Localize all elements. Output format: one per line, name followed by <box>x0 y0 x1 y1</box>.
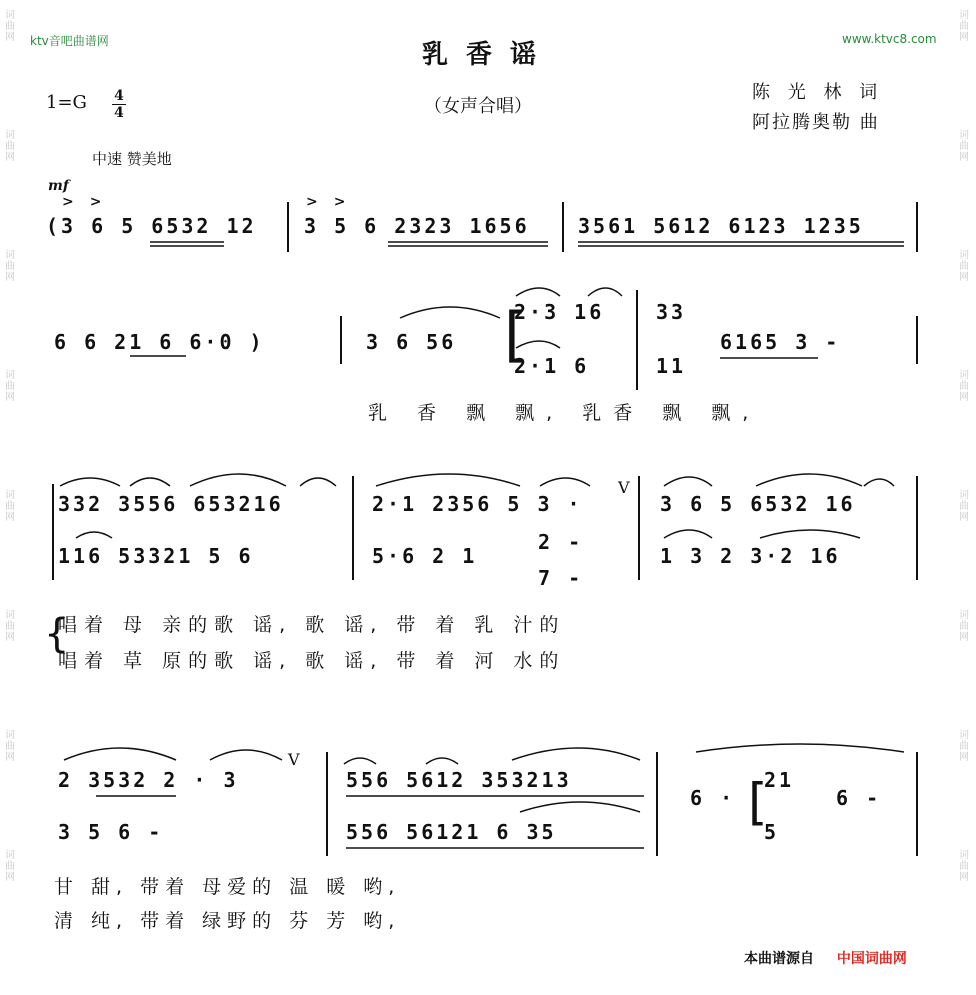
right-watermark-1: 词 曲 网 <box>959 10 969 43</box>
right-watermark-7: 词 曲 网 <box>959 730 969 763</box>
line3-upper-1: 332 3556 653216 <box>58 492 284 516</box>
line2-split-lower: 11 <box>656 354 687 378</box>
slur <box>664 530 712 538</box>
accent-marks-2: >> <box>306 194 362 210</box>
slur <box>400 307 500 318</box>
right-watermark-3: 词 曲 网 <box>959 250 969 283</box>
line4-split-upper: 21 <box>764 768 795 792</box>
lyric-brace: { <box>44 611 70 657</box>
composer: 阿拉腾奥勒 曲 <box>752 112 880 133</box>
line2-lyrics: 乳 香 飘 飘, 乳香 飘 飘, <box>368 402 761 424</box>
line4-lyrics-verse-1: 甘 甜, 带着 母爱的 温 暖 哟, <box>54 876 401 898</box>
slur <box>64 748 176 760</box>
line2-volta-upper: 2·3 16 <box>514 300 605 324</box>
line3-lower-split-upper: 2 - <box>538 530 584 554</box>
line4-lyrics-verse-2: 清 纯, 带着 绿野的 芬 芳 哟, <box>54 910 401 932</box>
line3-lyrics-verse-1: 唱着 母 亲的歌 谣, 歌 谣, 带 着 乳 汁的 <box>58 614 566 636</box>
line3-upper-3: 3 6 5 6532 16 <box>660 492 856 516</box>
line3-lower-1: 116 53321 5 6 <box>58 544 254 568</box>
line2-measure-1: 6 6 21 6 6·0 ) <box>54 330 265 354</box>
slur <box>190 474 286 486</box>
slur <box>540 478 590 486</box>
voicing: （女声合唱） <box>424 96 532 117</box>
line3-lower-2: 5·6 2 1 <box>372 544 478 568</box>
left-site-watermark: ktv音吧曲谱网 <box>30 34 109 48</box>
line4-upper-1: 2 3532 2 · 3 <box>58 768 239 792</box>
left-watermark-4: 词 曲 网 <box>5 370 15 403</box>
line3-lyrics-verse-2: 唱着 草 原的歌 谣, 歌 谣, 带 着 河 水的 <box>58 650 566 672</box>
left-watermark-3: 词 曲 网 <box>5 250 15 283</box>
left-watermark-5: 词 曲 网 <box>5 490 15 523</box>
line2-volta-lower: 2·1 6 <box>514 354 590 378</box>
left-watermark-1: 词 曲 网 <box>5 10 15 43</box>
slur <box>696 744 904 752</box>
slur <box>864 479 894 486</box>
left-watermark-2: 词 曲 网 <box>5 130 15 163</box>
slur <box>516 288 560 296</box>
slur <box>60 478 120 486</box>
slur <box>756 474 862 486</box>
song-title: 乳香谣 <box>421 40 554 70</box>
key-signature: 1=G <box>46 92 87 113</box>
line3-lower-split-lower: 7 - <box>538 566 584 590</box>
line4-upper-4: 6 - <box>836 786 882 810</box>
slur <box>588 288 622 296</box>
time-denominator: 4 <box>112 104 126 121</box>
line2-measure-3: 6165 3 - <box>720 330 841 354</box>
source-site-link[interactable]: 中国词曲网 <box>836 951 907 967</box>
slur <box>344 758 376 764</box>
line4-lower-1: 3 5 6 - <box>58 820 164 844</box>
line4-lower-2: 556 56121 6 35 <box>346 820 557 844</box>
slur <box>210 750 282 760</box>
right-site-watermark: www.ktvc8.com <box>842 32 937 46</box>
right-watermark-2: 词 曲 网 <box>959 130 969 163</box>
line3-upper-2: 2·1 2356 5 3 · <box>372 492 583 516</box>
tempo-marking: 中速 赞美地 <box>92 150 172 168</box>
line3-lower-3: 1 3 2 3·2 16 <box>660 544 841 568</box>
slur <box>300 478 336 486</box>
left-watermark-7: 词 曲 网 <box>5 730 15 763</box>
line2-split-upper: 33 <box>656 300 687 324</box>
right-watermark-4: 词 曲 网 <box>959 370 969 403</box>
slur <box>664 477 712 486</box>
line4-split-lower: 5 <box>764 820 780 844</box>
slur <box>76 532 112 538</box>
breath-mark: V <box>288 750 300 769</box>
line4-upper-2: 556 5612 353213 <box>346 768 572 792</box>
time-numerator: 4 <box>114 88 124 104</box>
split-bracket: [ <box>748 773 768 831</box>
accent-marks: >> <box>62 194 118 210</box>
breath-mark: V <box>618 478 630 497</box>
line1-measure-3: 3561 5612 6123 1235 <box>578 214 864 238</box>
dynamic-marking: mf <box>48 178 69 194</box>
volta-bracket: [ <box>504 300 528 370</box>
right-watermark-5: 词 曲 网 <box>959 490 969 523</box>
slur <box>130 478 170 486</box>
slur <box>760 530 860 538</box>
slur <box>376 474 520 486</box>
source-credit <box>744 948 907 968</box>
right-watermark-6: 词 曲 网 <box>959 610 969 643</box>
right-watermark-8: 词 曲 网 <box>959 850 969 883</box>
lyricist: 陈 光 林 词 <box>752 82 884 103</box>
line1-measure-1: (3 6 5 6532 12 <box>46 214 257 238</box>
line2-measure-2: 3 6 56 <box>366 330 457 354</box>
line4-upper-3: 6 · <box>690 786 736 810</box>
source-prefix: 本曲谱源自 <box>744 951 814 967</box>
left-watermark-8: 词 曲 网 <box>5 850 15 883</box>
line1-measure-2: 3 5 6 2323 1656 <box>304 214 530 238</box>
slur <box>520 802 640 812</box>
slur <box>512 748 640 760</box>
slur <box>426 758 458 764</box>
slur <box>516 341 560 348</box>
left-watermark-6: 词 曲 网 <box>5 610 15 643</box>
